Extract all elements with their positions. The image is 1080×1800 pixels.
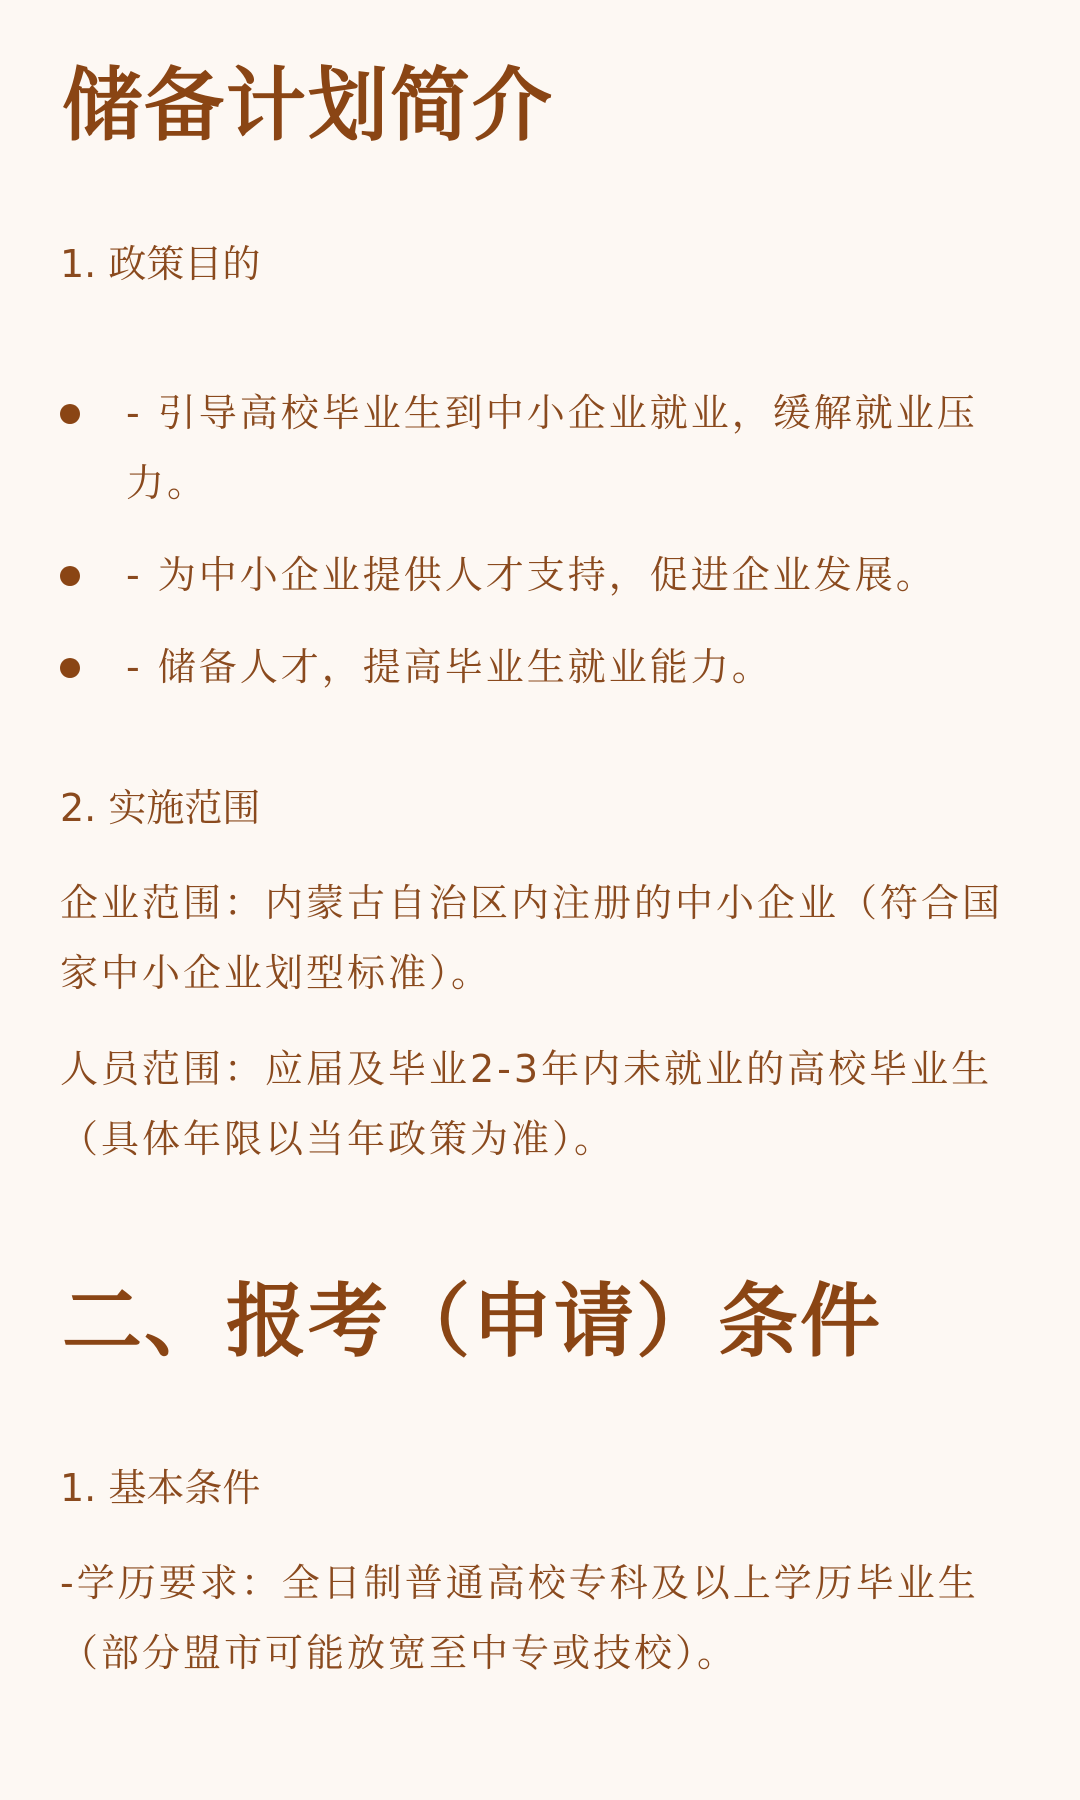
list-item [60, 632, 1020, 702]
section-title-application-conditions: 二、报考（申请）条件 [62, 1275, 882, 1368]
section-title-reserve-plan: 储备计划简介 [62, 59, 554, 152]
education-requirement-text: -学历要求：全日制普通高校专科及以上学历毕业生（部分盟市可能放宽至中专或技校）。 [60, 1561, 979, 1675]
policy-purpose-list [60, 378, 1020, 724]
personnel-scope-text: 人员范围：应届及毕业2-3年内未就业的高校毕业生（具体年限以当年政策为准）。 [60, 1047, 993, 1161]
subheading-policy-purpose: 1. 政策目的 [60, 242, 261, 286]
bullet-icon [60, 658, 80, 678]
list-item-text: - 储备人才，提高毕业生就业能力。 [126, 645, 773, 689]
subheading-basic-conditions: 1. 基本条件 [60, 1466, 261, 1510]
list-item [60, 540, 1020, 610]
bullet-icon [60, 404, 80, 424]
bullet-icon [60, 566, 80, 586]
enterprise-scope-text: 企业范围：内蒙古自治区内注册的中小企业（符合国家中小企业划型标准）。 [60, 881, 1004, 995]
list-item-text: - 为中小企业提供人才支持，促进企业发展。 [126, 553, 937, 597]
subheading-scope: 2. 实施范围 [60, 786, 261, 830]
list-item-text: - 引导高校毕业生到中小企业就业，缓解就业压力。 [126, 391, 978, 505]
list-item [60, 378, 1020, 518]
